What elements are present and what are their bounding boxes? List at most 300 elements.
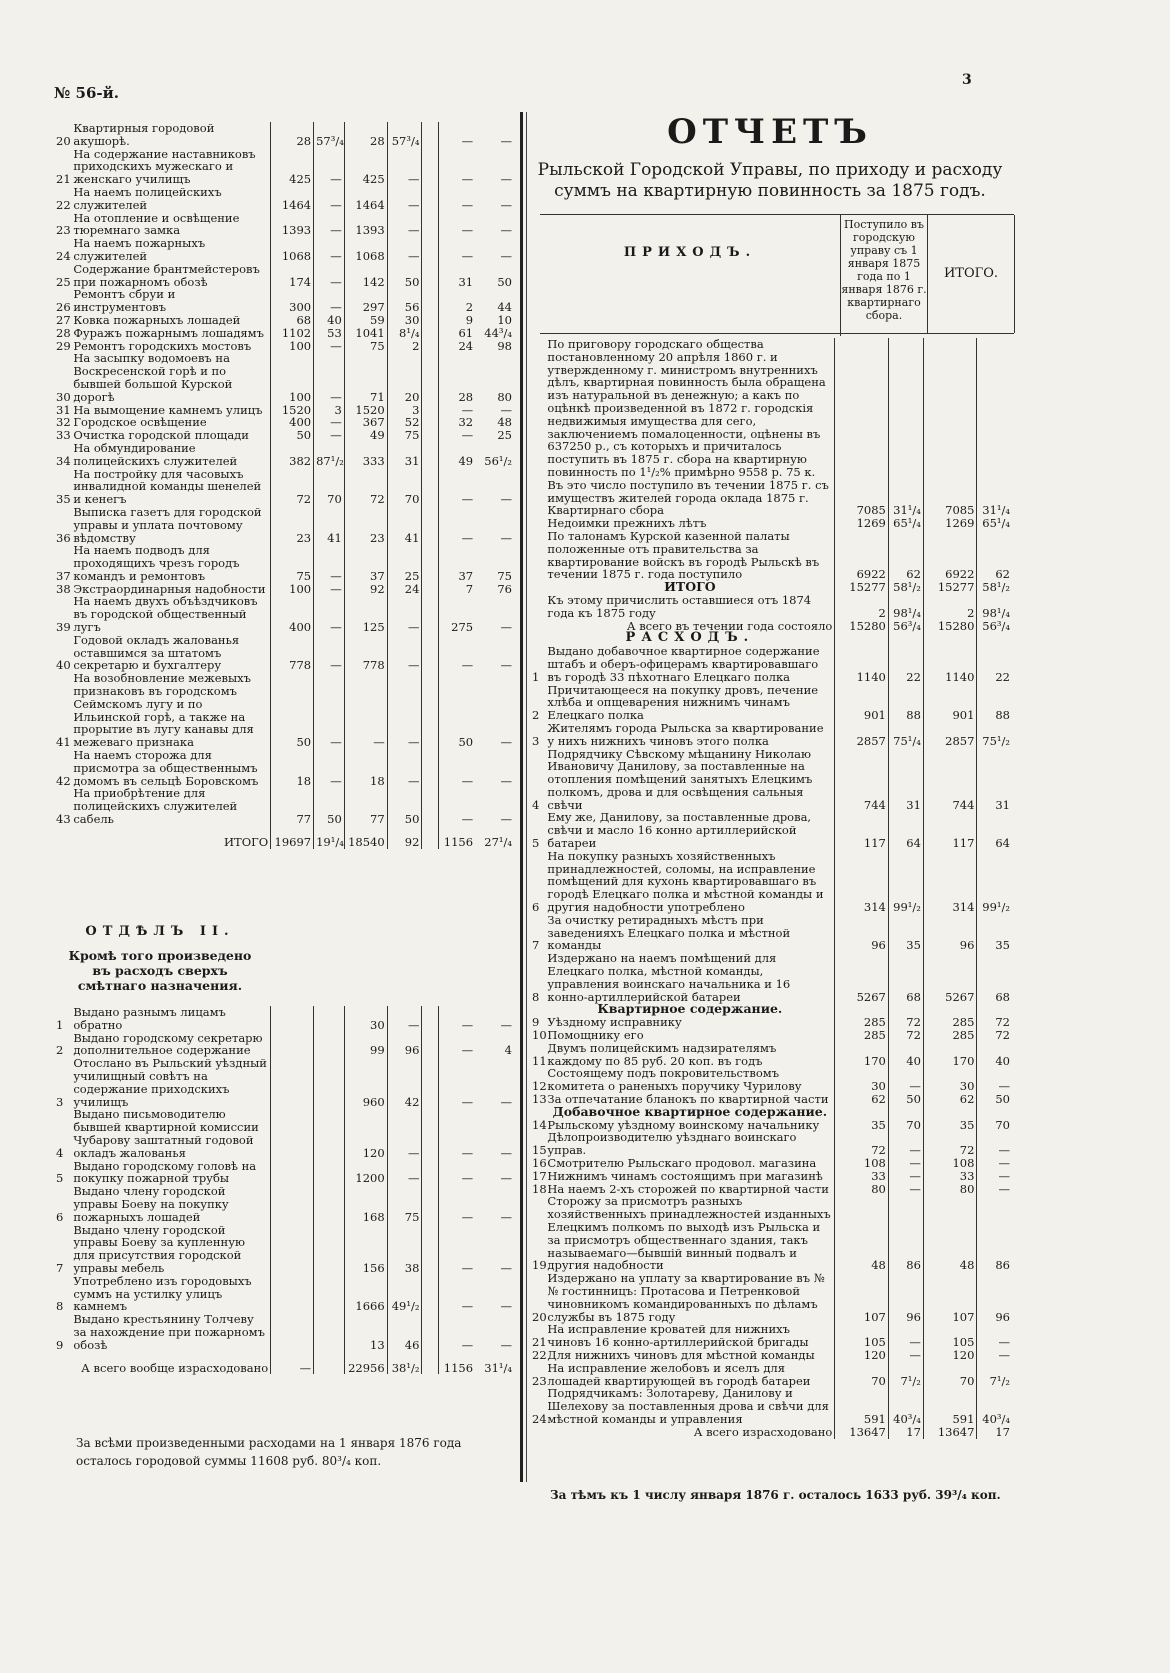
- amount-cell: 86: [888, 1195, 923, 1272]
- row-description: Издержано на наемъ помѣщений для Елецкаго полка, мѣстной команды, управления воинскаго начальника и 16 конно-артиллерийской батареи: [547, 951, 791, 1004]
- amount-cell: [314, 1313, 345, 1351]
- total-cell: 27¹/₄: [484, 834, 512, 849]
- empty-cell: [422, 288, 438, 314]
- amount-cell: 37: [438, 544, 475, 582]
- empty-cell: [54, 1352, 70, 1375]
- amount-cell: 87¹/₂: [314, 442, 345, 468]
- amount-cell: 314: [835, 850, 889, 914]
- amount-cell: 41: [314, 506, 345, 544]
- row-number: 35: [56, 492, 71, 507]
- row-number: 19: [532, 1258, 547, 1273]
- amount-cell: 1393: [271, 212, 314, 238]
- empty-cell: [422, 1185, 438, 1223]
- amount-cell: —: [314, 288, 345, 314]
- amount-cell: [977, 338, 1012, 504]
- amount-cell: —: [500, 1209, 512, 1224]
- amount-cell: 40³/₄: [888, 1387, 923, 1425]
- row-description: Отослано въ Рыльский уѣздный училищный совѣтъ на содержание приходскихъ училищъ: [73, 1056, 267, 1109]
- amount-cell: 96: [835, 914, 889, 952]
- amount-cell: 22: [888, 645, 923, 683]
- right-table-header: [540, 214, 1014, 334]
- empty-cell: [422, 416, 438, 429]
- amount-cell: 28: [344, 122, 387, 148]
- ledger-row: [530, 594, 1012, 620]
- amount-cell: 9: [438, 314, 475, 327]
- amount-cell: 50: [387, 263, 422, 289]
- row-description: А всего въ течении года состояло: [626, 618, 833, 633]
- row-description: Фуражъ пожарнымъ лошадямъ: [73, 325, 264, 340]
- row-description: По приговору городскаго общества постановленному 20 апрѣля 1860 г. и утвержденному г. министромъ внутреннихъ дѣлъ, квартирная повинность была обращена изъ натуральной въ денежную; а какъ по оцѣнкѣ произведенной въ 1872 г. городскія недвижимыя имущества для сего, заключениемъ помалоценности, оцѣнены въ 637250 р., съ которыхъ и причиталось поступить въ 1875 г. сбора на квартирную повинность по 1¹/₂% примѣрно 9558 р. 75 к. Въ это число поступило въ течении 1875 г. съ имуществъ жителей города оклада 1875 г.: [547, 337, 829, 505]
- amount-cell: [977, 1106, 1012, 1119]
- amount-cell: —: [888, 1067, 923, 1093]
- amount-cell: —: [314, 749, 345, 787]
- amount-cell: —: [438, 122, 475, 148]
- amount-cell: 13647: [835, 1426, 889, 1439]
- row-number: 27: [56, 312, 71, 327]
- total-cell: —: [271, 1352, 314, 1375]
- empty-cell: [422, 327, 438, 340]
- amount-cell: 48: [497, 415, 512, 430]
- amount-cell: —: [438, 634, 475, 672]
- row-description: На обмундирование полицейскихъ служителей: [73, 440, 238, 468]
- amount-cell: 333: [344, 442, 387, 468]
- amount-cell: —: [500, 1017, 512, 1032]
- amount-cell: 72: [977, 1016, 1012, 1029]
- column-divider: [520, 112, 523, 1482]
- amount-cell: 591: [923, 1387, 977, 1425]
- amount-cell: 168: [344, 1185, 387, 1223]
- amount-cell: 7¹/₂: [888, 1362, 923, 1388]
- row-description: На покупку разныхъ хозяйственныхъ принадлежностей, соломы, на исправление помѣщений для кухонь квартировавшаго въ городѣ Елецкаго полка и мѣстной команды и другия надобности употреблено: [547, 848, 824, 915]
- empty-cell: [422, 340, 438, 353]
- row-description: Ремонтъ городскихъ мостовъ: [73, 338, 252, 353]
- total-cell: 19¹/₄: [314, 826, 345, 849]
- amount-cell: 80: [923, 1183, 977, 1196]
- amount-cell: 62: [835, 1093, 889, 1106]
- amount-cell: 1666: [344, 1275, 387, 1313]
- amount-cell: [314, 1160, 345, 1186]
- amount-cell: [923, 1106, 977, 1119]
- amount-cell: [271, 1185, 314, 1223]
- amount-cell: 70: [888, 1119, 923, 1132]
- amount-cell: —: [314, 416, 345, 429]
- row-description: Смотрителю Рыльскаго продовол. магазина: [547, 1156, 817, 1170]
- amount-cell: [271, 1160, 314, 1186]
- amount-cell: [835, 338, 889, 504]
- ledger-row: [530, 1362, 1012, 1388]
- amount-cell: —: [888, 1170, 923, 1183]
- amount-cell: 1464: [271, 186, 314, 212]
- amount-cell: 156: [344, 1224, 387, 1275]
- amount-cell: 49¹/₂: [387, 1275, 422, 1313]
- row-number: 5: [532, 836, 540, 851]
- amount-cell: 778: [344, 634, 387, 672]
- left-ledger-table-2: [54, 1006, 514, 1374]
- amount-cell: 778: [271, 634, 314, 672]
- amount-cell: 49: [344, 429, 387, 442]
- amount-cell: —: [500, 773, 512, 788]
- row-description: На возобновление межевыхъ признаковъ въ городскомъ Сеймскомъ лугу и по Ильинской горѣ, а также на прорытие въ лугу канавы для межеваго признака: [73, 671, 254, 750]
- amount-cell: 44: [497, 300, 512, 315]
- row-description: На вымощение камнемъ улицъ: [73, 402, 263, 417]
- empty-cell: [422, 1313, 438, 1351]
- row-number: [530, 504, 544, 517]
- row-description: Нижнимъ чинамъ состоящимъ при магазинѣ: [547, 1168, 823, 1183]
- amount-cell: 18: [271, 749, 314, 787]
- row-description: Выдано письмоводителю бывшей квартирной комиссии Чубарову заштатный годовой окладъ жалованья: [73, 1107, 259, 1160]
- amount-cell: 58¹/₂: [888, 581, 923, 594]
- amount-cell: 10: [497, 312, 512, 327]
- amount-cell: 50: [438, 672, 475, 749]
- empty-cell: [422, 122, 438, 148]
- row-number: 22: [532, 1347, 547, 1362]
- empty-cell: [835, 632, 889, 645]
- row-number: [530, 1426, 544, 1439]
- amount-cell: 105: [835, 1323, 889, 1349]
- amount-cell: 46: [387, 1313, 422, 1351]
- row-number: 36: [56, 530, 71, 545]
- row-number: 3: [532, 733, 540, 748]
- amount-cell: —: [314, 237, 345, 263]
- ledger-row: [54, 314, 514, 327]
- row-number: 34: [56, 453, 71, 468]
- amount-cell: —: [500, 1299, 512, 1314]
- row-description: Дѣлопроизводителю уѣзднаго воинскаго управ.: [547, 1130, 797, 1158]
- amount-cell: 57³/₄: [314, 122, 345, 148]
- total-row: [54, 826, 514, 849]
- row-description: На отопление и освѣщение тюремнаго замка: [73, 210, 240, 238]
- amount-cell: 92: [344, 583, 387, 596]
- amount-cell: —: [438, 1006, 475, 1032]
- amount-cell: 88: [977, 684, 1012, 722]
- row-description: На наемъ полицейскихъ служителей: [73, 184, 222, 212]
- row-number: 29: [56, 338, 71, 353]
- left-ledger-table: [54, 122, 514, 849]
- amount-cell: 75¹/₂: [977, 722, 1012, 748]
- ledger-row: [530, 1170, 1012, 1183]
- amount-cell: 44³/₄: [484, 325, 512, 340]
- row-description: Сторожу за присмотръ разныхъ хозяйственныхъ принадлежностей изданныхъ Елецкимъ полкомъ по выходѣ изъ Рыльска и за присмотръ общественнаго здания, такъ называемаго—бывшій винный подвалъ и другия надобности: [547, 1194, 831, 1273]
- ledger-row: [54, 595, 514, 633]
- amount-cell: —: [888, 1349, 923, 1362]
- amount-cell: 50: [387, 787, 422, 825]
- amount-cell: 64: [977, 811, 1012, 849]
- row-number: 37: [56, 568, 71, 583]
- amount-cell: —: [438, 1185, 475, 1223]
- column-divider-thin: [526, 112, 527, 1482]
- ledger-row: [54, 1006, 514, 1032]
- amount-cell: [271, 1108, 314, 1159]
- amount-cell: —: [438, 1032, 475, 1058]
- empty-cell: [422, 1006, 438, 1032]
- amount-cell: 142: [344, 263, 387, 289]
- row-number: 23: [56, 223, 71, 238]
- row-description: Городское освѣщение: [73, 415, 207, 430]
- amount-cell: —: [314, 583, 345, 596]
- subsection-heading: ИТОГО: [664, 579, 716, 595]
- amount-cell: 1393: [344, 212, 387, 238]
- amount-cell: 15277: [835, 581, 889, 594]
- amount-cell: 7: [438, 583, 475, 596]
- row-description: Выписка газетъ для городской управы и уплата почтовому вѣдомству: [73, 504, 262, 545]
- amount-cell: 285: [835, 1016, 889, 1029]
- ledger-row: [530, 338, 1012, 504]
- amount-cell: —: [344, 672, 387, 749]
- amount-cell: 1140: [835, 645, 889, 683]
- amount-cell: 98¹/₄: [977, 594, 1012, 620]
- row-number: 10: [532, 1028, 547, 1043]
- amount-cell: 7¹/₂: [977, 1362, 1012, 1388]
- amount-cell: 22: [977, 645, 1012, 683]
- amount-cell: 18: [344, 749, 387, 787]
- amount-cell: —: [888, 1323, 923, 1349]
- row-number: 12: [532, 1079, 547, 1094]
- amount-cell: 7085: [835, 504, 889, 517]
- amount-cell: 5267: [923, 952, 977, 1003]
- empty-cell: [422, 212, 438, 238]
- amount-cell: —: [314, 352, 345, 403]
- amount-cell: 170: [923, 1042, 977, 1068]
- amount-cell: 99¹/₂: [888, 850, 923, 914]
- empty-cell: [422, 826, 438, 849]
- row-description: Уѣздному исправнику: [547, 1015, 682, 1030]
- amount-cell: —: [314, 672, 345, 749]
- row-description: Экстраординарныя надобности: [73, 581, 266, 596]
- total-cell: 1156: [438, 826, 475, 849]
- amount-cell: 100: [271, 340, 314, 353]
- amount-cell: 72: [923, 1131, 977, 1157]
- amount-cell: 68: [977, 952, 1012, 1003]
- amount-cell: —: [438, 404, 475, 417]
- row-number: [530, 338, 544, 504]
- row-number: 26: [56, 300, 71, 315]
- amount-cell: 31: [387, 442, 422, 468]
- right-footer: За тѣмъ къ 1 числу января 1876 г. осталось 1633 руб. 39³/₄ коп.: [550, 1488, 1001, 1502]
- amount-cell: —: [977, 1349, 1012, 1362]
- amount-cell: 30: [835, 1067, 889, 1093]
- amount-cell: 275: [438, 595, 475, 633]
- row-number: 3: [56, 1094, 64, 1109]
- amount-cell: [314, 1032, 345, 1058]
- row-description: На приобрѣтение для полицейскихъ служителей сабель: [73, 786, 238, 827]
- amount-cell: —: [500, 812, 512, 827]
- empty-cell: [422, 1352, 438, 1375]
- amount-cell: 1464: [344, 186, 387, 212]
- row-number: [530, 581, 544, 594]
- amount-cell: 31¹/₄: [888, 504, 923, 517]
- empty-cell: [422, 468, 438, 506]
- amount-cell: —: [387, 1108, 422, 1159]
- amount-cell: 28: [271, 122, 314, 148]
- amount-cell: 25: [387, 544, 422, 582]
- row-number: 14: [532, 1117, 547, 1132]
- amount-cell: —: [387, 1160, 422, 1186]
- amount-cell: 1269: [835, 517, 889, 530]
- subsection-heading: Добавочное квартирное содержание.: [552, 1103, 828, 1119]
- row-description: Выдано члену городской управы Боеву на покупку пожарныхъ лошадей: [73, 1184, 229, 1224]
- empty-cell: [422, 672, 438, 749]
- row-description: Подрядчику Сѣвскому мѣщанину Николаю Ивановичу Данилову, за поставленные на отопления помѣщений занятыхъ Елецкимъ полкомъ, дрова и для освѣщения сальныя свѣчи: [547, 746, 813, 812]
- amount-cell: 591: [835, 1387, 889, 1425]
- amount-cell: 901: [923, 684, 977, 722]
- amount-cell: 68: [888, 952, 923, 1003]
- amount-cell: 107: [835, 1272, 889, 1323]
- row-number: 21: [56, 172, 71, 187]
- row-number: [530, 530, 544, 581]
- empty-cell: [422, 237, 438, 263]
- ledger-row: [54, 237, 514, 263]
- ledger-row: [530, 1387, 1012, 1425]
- amount-cell: —: [438, 429, 475, 442]
- ledger-row: [54, 148, 514, 186]
- amount-cell: —: [500, 197, 512, 212]
- amount-cell: 75: [387, 1185, 422, 1223]
- amount-cell: 35: [977, 914, 1012, 952]
- amount-cell: —: [387, 1006, 422, 1032]
- empty-cell: [422, 506, 438, 544]
- amount-cell: 42: [387, 1057, 422, 1108]
- amount-cell: 96: [888, 1272, 923, 1323]
- empty-cell: [422, 429, 438, 442]
- amount-cell: —: [438, 1057, 475, 1108]
- amount-cell: 96: [977, 1272, 1012, 1323]
- amount-cell: [271, 1006, 314, 1032]
- amount-cell: —: [500, 1094, 512, 1109]
- amount-cell: —: [500, 133, 512, 148]
- amount-cell: 77: [271, 787, 314, 825]
- amount-cell: 105: [923, 1323, 977, 1349]
- amount-cell: 50: [888, 1093, 923, 1106]
- amount-cell: 2: [387, 340, 422, 353]
- amount-cell: —: [500, 492, 512, 507]
- amount-cell: 100: [271, 583, 314, 596]
- amount-cell: 31: [977, 748, 1012, 812]
- row-description: На наемъ пожарныхъ служителей: [73, 236, 206, 263]
- amount-cell: 70: [314, 468, 345, 506]
- amount-cell: 72: [835, 1131, 889, 1157]
- header-col-received: Поступило въ городскую управу съ 1 января 1875 года по 1 января 1876 г. квартирнаго сбора.: [840, 215, 927, 336]
- row-description: На исправление кроватей для нижнихъ чиновъ 16 конно-артиллерийской бригады: [547, 1322, 809, 1350]
- empty-cell: [530, 632, 544, 645]
- row-number: 42: [56, 773, 71, 788]
- row-number: 23: [532, 1373, 547, 1388]
- amount-cell: 72: [977, 1029, 1012, 1042]
- total-cell: 38¹/₂: [387, 1352, 422, 1375]
- amount-cell: 33: [923, 1170, 977, 1183]
- amount-cell: 117: [923, 811, 977, 849]
- row-number: 16: [532, 1156, 547, 1170]
- amount-cell: 7085: [923, 504, 977, 517]
- amount-cell: [271, 1224, 314, 1275]
- amount-cell: 117: [835, 811, 889, 849]
- empty-cell: [422, 1057, 438, 1108]
- amount-cell: 1068: [271, 237, 314, 263]
- row-description: За отпечатание бланокъ по квартирной части: [547, 1092, 829, 1107]
- amount-cell: 57³/₄: [387, 122, 422, 148]
- amount-cell: 3: [387, 404, 422, 417]
- ledger-row: [530, 722, 1012, 748]
- amount-cell: 2: [835, 594, 889, 620]
- amount-cell: 62: [923, 1093, 977, 1106]
- amount-cell: 72: [888, 1016, 923, 1029]
- income-heading: ПРИХОДЪ.: [623, 245, 757, 260]
- row-description: На содержание наставниковъ приходскихъ мужескаго и женскаго училищъ: [73, 146, 256, 187]
- total-cell: 31¹/₄: [484, 1360, 512, 1375]
- ledger-row: [54, 1032, 514, 1058]
- ledger-row: [54, 429, 514, 442]
- amount-cell: 120: [835, 1349, 889, 1362]
- empty-cell: [422, 583, 438, 596]
- amount-cell: 49: [438, 442, 475, 468]
- row-number: 40: [56, 658, 71, 673]
- ledger-row: [54, 1108, 514, 1159]
- amount-cell: —: [438, 787, 475, 825]
- amount-cell: 3: [314, 404, 345, 417]
- amount-cell: —: [888, 1157, 923, 1170]
- empty-cell: [422, 263, 438, 289]
- amount-cell: 285: [923, 1029, 977, 1042]
- amount-cell: —: [387, 148, 422, 186]
- ledger-row: [530, 1042, 1012, 1068]
- ledger-row: [54, 672, 514, 749]
- amount-cell: 37: [344, 544, 387, 582]
- amount-cell: 62: [977, 530, 1012, 581]
- amount-cell: 367: [344, 416, 387, 429]
- amount-cell: 174: [271, 263, 314, 289]
- amount-cell: 70: [923, 1362, 977, 1388]
- amount-cell: 35: [835, 1119, 889, 1132]
- amount-cell: 6922: [923, 530, 977, 581]
- row-number: [530, 517, 544, 530]
- section-2-title: ОТДѢЛЪ II.: [85, 924, 235, 939]
- amount-cell: —: [387, 237, 422, 263]
- ledger-row: [54, 327, 514, 340]
- amount-cell: 15280: [923, 620, 977, 633]
- amount-cell: 6922: [835, 530, 889, 581]
- amount-cell: [923, 338, 977, 504]
- ledger-row: [54, 1185, 514, 1223]
- row-description: Выдано разнымъ лицамъ обратно: [73, 1005, 226, 1032]
- amount-cell: 17: [977, 1426, 1012, 1439]
- total-cell: 22956: [344, 1352, 387, 1375]
- amount-cell: 285: [923, 1016, 977, 1029]
- amount-cell: [314, 1275, 345, 1313]
- report-title: ОТЧЕТЪ: [667, 112, 873, 152]
- amount-cell: [888, 1106, 923, 1119]
- amount-cell: 48: [835, 1195, 889, 1272]
- amount-cell: 1041: [344, 327, 387, 340]
- ledger-row: [530, 645, 1012, 683]
- row-number: 43: [56, 812, 71, 827]
- amount-cell: [314, 1108, 345, 1159]
- row-number: 32: [56, 415, 71, 430]
- row-number: 30: [56, 389, 71, 404]
- row-description: Содержание брантмейстеровъ при пожарномъ обозѣ: [73, 261, 260, 289]
- amount-cell: —: [387, 212, 422, 238]
- amount-cell: —: [977, 1170, 1012, 1183]
- row-number: 25: [56, 274, 71, 289]
- amount-cell: 2: [438, 288, 475, 314]
- ledger-row: [54, 1160, 514, 1186]
- row-number: 2: [532, 708, 540, 723]
- row-description: На постройку для часовыхъ инвалидной команды шенелей и кенегъ: [73, 466, 262, 507]
- amount-cell: [314, 1006, 345, 1032]
- empty-cell: [422, 1032, 438, 1058]
- amount-cell: 56¹/₂: [484, 453, 512, 468]
- amount-cell: 108: [835, 1157, 889, 1170]
- amount-cell: —: [314, 148, 345, 186]
- expense-heading: РАСХОДЪ.: [625, 630, 755, 646]
